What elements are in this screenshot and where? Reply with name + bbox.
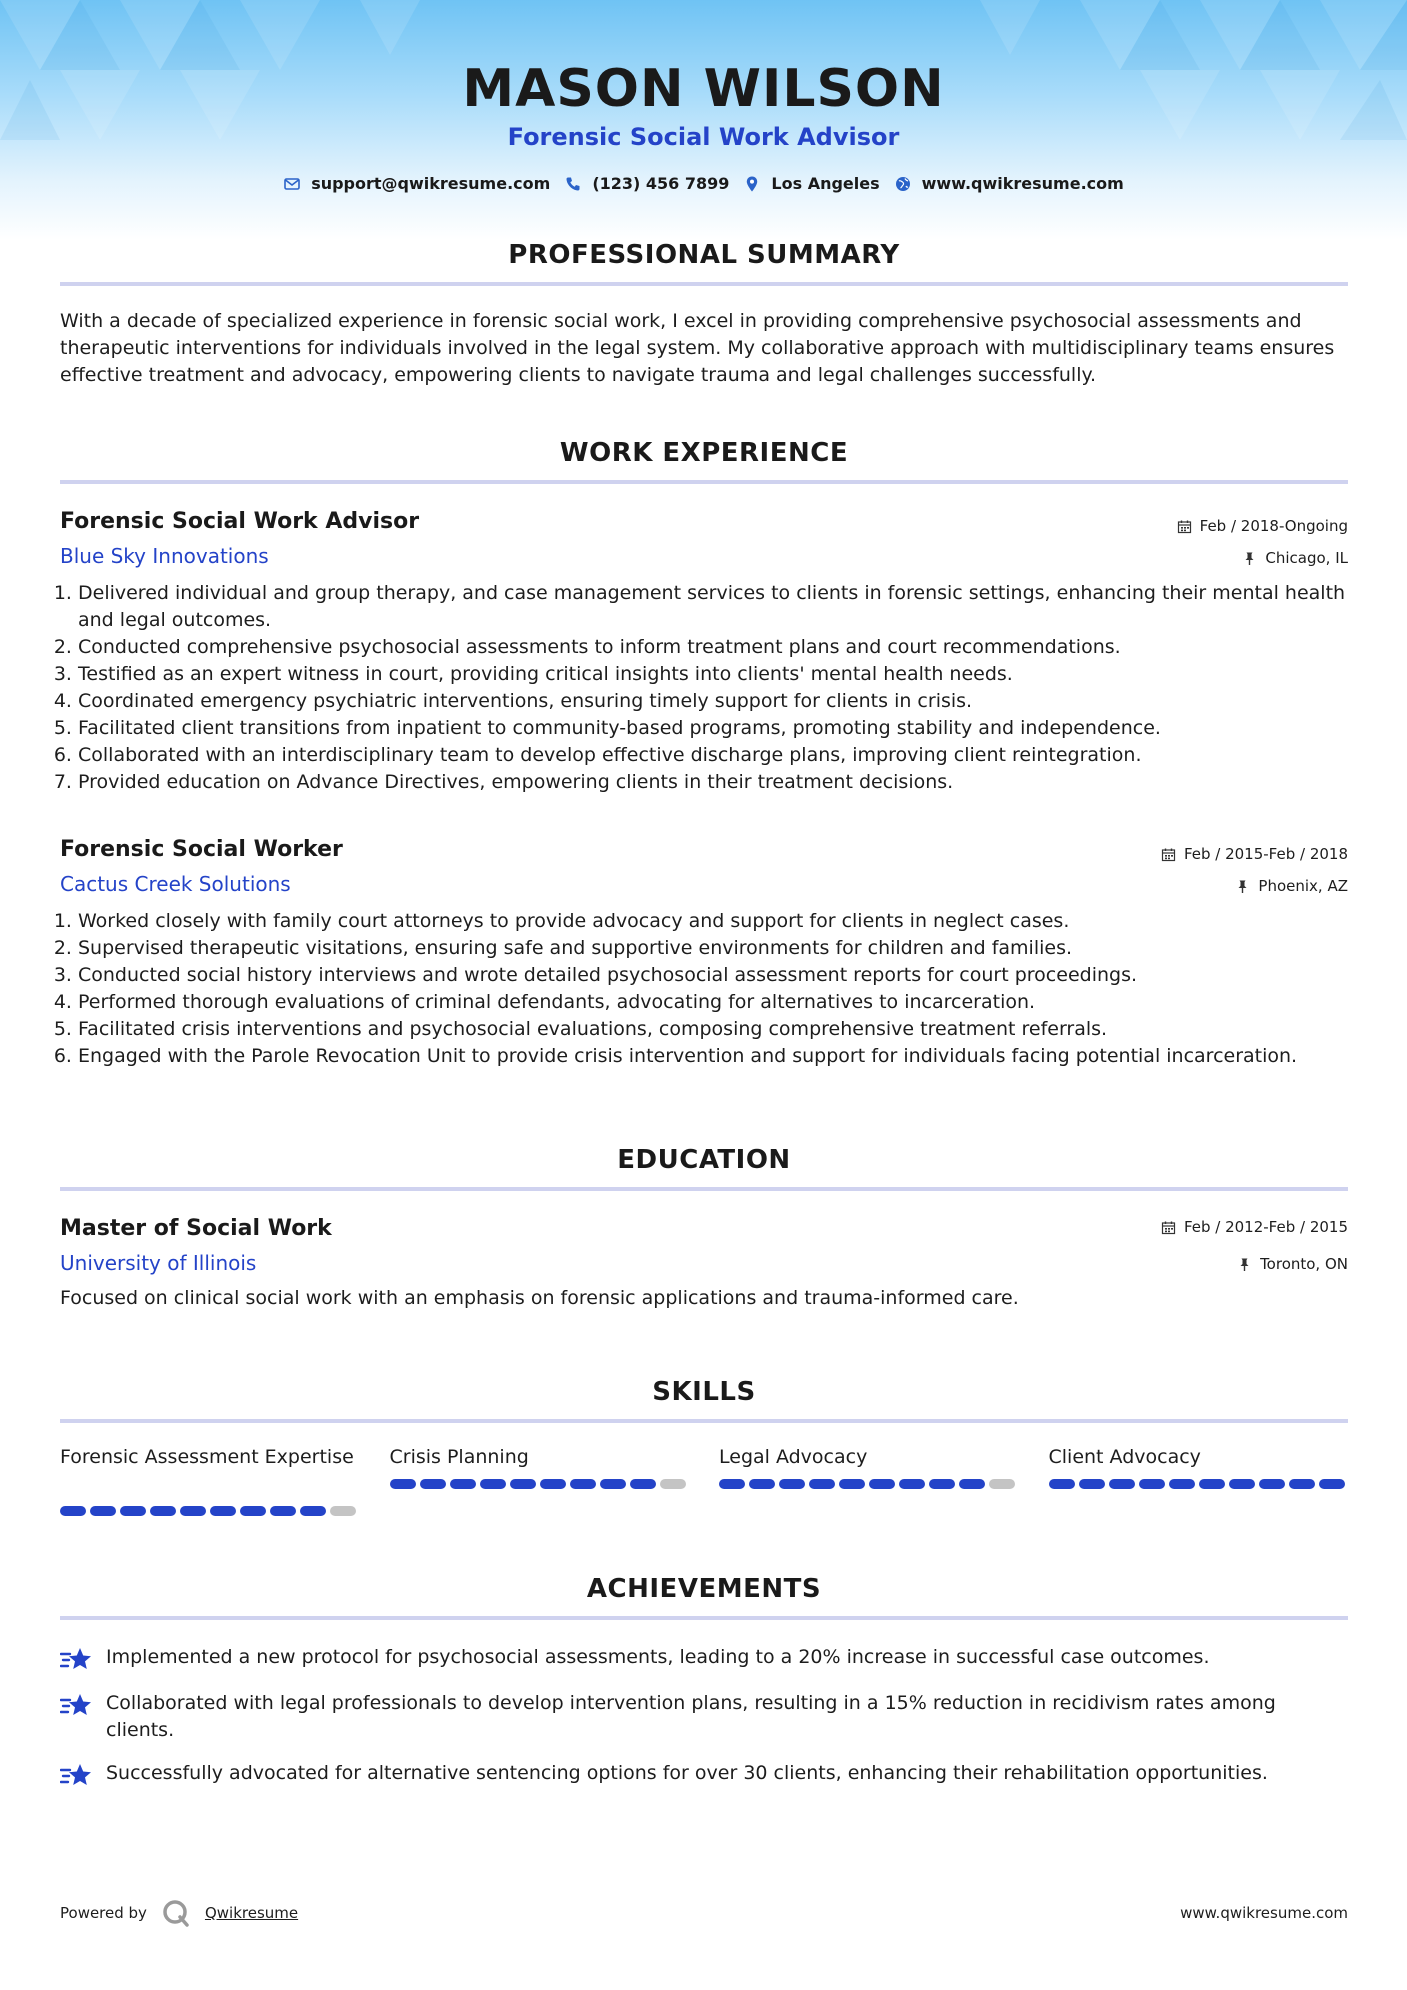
powered-by [60, 1898, 298, 1928]
rating-segment-filled [1289, 1479, 1315, 1489]
rating-segment-filled [60, 1506, 86, 1516]
contact-phone[interactable] [564, 174, 729, 193]
calendar-icon [1161, 847, 1176, 862]
experience-section [60, 436, 1348, 484]
list-item [60, 1760, 1348, 1790]
education-section [60, 1143, 1348, 1191]
candidate-name: MASON WILSON [462, 59, 945, 119]
achievements-list [60, 1644, 1348, 1806]
resume-header [0, 58, 1407, 193]
rating-segment-filled [779, 1479, 805, 1489]
contact-location-text: Los Angeles [771, 174, 880, 193]
summary-section [60, 238, 1348, 389]
rating-segment-filled [600, 1479, 626, 1489]
contact-email-text: support@qwikresume.com [311, 174, 551, 193]
skill-rating-bar [719, 1479, 1019, 1489]
school-name: University of Illinois [60, 1251, 257, 1275]
skill-rating-bar [1049, 1479, 1349, 1489]
list-item: 3. Testified as an expert witness in court, providing critical insights into clients' mental health needs. [78, 661, 1348, 688]
skill-rating-bar [60, 1506, 360, 1516]
rating-segment-filled [480, 1479, 506, 1489]
contact-email[interactable] [283, 174, 550, 193]
skill-item [60, 1444, 360, 1516]
rating-segment-filled [1079, 1479, 1105, 1489]
list-item: 5. Facilitated crisis interventions and psychosocial evaluations, composing comprehensive treatment referrals. [78, 1016, 1348, 1043]
skill-rating-bar [390, 1479, 690, 1489]
education-entry [60, 1215, 1348, 1312]
education-dates: Feb / 2012-Feb / 2015 [1183, 1218, 1348, 1236]
achievements-section [60, 1572, 1348, 1620]
rating-segment-filled [570, 1479, 596, 1489]
skill-name: Crisis Planning [389, 1446, 529, 1468]
list-item: 4. Performed thorough evaluations of criminal defendants, advocating for alternatives to incarceration. [78, 989, 1348, 1016]
shooting-star-icon [60, 1692, 92, 1720]
job-location: Phoenix, AZ [1258, 877, 1348, 895]
pushpin-icon [1237, 1257, 1252, 1272]
job-entry [60, 508, 1348, 796]
rating-segment-filled [120, 1506, 146, 1516]
rating-segment-filled [1229, 1479, 1255, 1489]
rating-segment-filled [270, 1506, 296, 1516]
rating-segment-filled [869, 1479, 895, 1489]
rating-segment-filled [839, 1479, 865, 1489]
list-item: 5. Facilitated client transitions from inpatient to community-based programs, promoting stability and independence. [78, 715, 1348, 742]
rating-segment-filled [1259, 1479, 1285, 1489]
rating-segment-filled [240, 1506, 266, 1516]
rating-segment-filled [420, 1479, 446, 1489]
rating-segment-filled [540, 1479, 566, 1489]
calendar-icon [1161, 1220, 1176, 1235]
page-footer [60, 1898, 1348, 1928]
job-title: Forensic Social Work Advisor [60, 509, 420, 534]
company-name: Blue Sky Innovations [60, 544, 269, 568]
list-item [60, 1690, 1348, 1744]
skill-item [719, 1444, 1019, 1516]
rating-segment-filled [1049, 1479, 1075, 1489]
job-bullets [60, 908, 1348, 1070]
rating-segment-filled [630, 1479, 656, 1489]
summary-title: PROFESSIONAL SUMMARY [508, 240, 900, 270]
section-divider [60, 1616, 1348, 1620]
rating-segment-filled [809, 1479, 835, 1489]
list-item: 4. Coordinated emergency psychiatric interventions, ensuring timely support for clients in crisis. [78, 688, 1348, 715]
skill-name: Legal Advocacy [719, 1446, 868, 1468]
rating-segment-filled [210, 1506, 236, 1516]
rating-segment-filled [749, 1479, 775, 1489]
rating-segment-filled [300, 1506, 326, 1516]
degree-title: Master of Social Work [60, 1216, 332, 1241]
list-item: 1. Worked closely with family court attorneys to provide advocacy and support for clients in neglect cases. [78, 908, 1348, 935]
skill-name: Client Advocacy [1048, 1446, 1201, 1468]
map-pin-icon [743, 175, 761, 193]
shooting-star-icon [60, 1646, 92, 1674]
education-location: Toronto, ON [1260, 1255, 1348, 1273]
job-dates: Feb / 2015-Feb / 2018 [1183, 845, 1348, 863]
section-divider [60, 1187, 1348, 1191]
summary-text: With a decade of specialized experience in forensic social work, I excel in providing comprehensive psychosocial assessments and therapeutic interventions for individuals involved in the legal system. My collaborative approach with multidisciplinary teams ensures effective treatment and advocacy, empowering clients to navigate trauma and legal challenges successfully. [60, 310, 1335, 386]
list-item: 3. Conducted social history interviews and wrote detailed psychosocial assessment reports for court proceedings. [78, 962, 1348, 989]
list-item: 6. Collaborated with an interdisciplinary team to develop effective discharge plans, improving client reintegration. [78, 742, 1348, 769]
skills-section [60, 1375, 1348, 1423]
list-item: 2. Supervised therapeutic visitations, ensuring safe and supportive environments for children and families. [78, 935, 1348, 962]
list-item [60, 1644, 1348, 1674]
calendar-icon [1177, 519, 1192, 534]
contact-website-text: www.qwikresume.com [921, 174, 1124, 193]
skill-item [390, 1444, 690, 1516]
rating-segment-filled [180, 1506, 206, 1516]
list-item: 6. Engaged with the Parole Revocation Unit to provide crisis intervention and support for individuals facing potential incarceration. [78, 1043, 1348, 1070]
rating-segment-filled [510, 1479, 536, 1489]
rating-segment-filled [929, 1479, 955, 1489]
rating-segment-filled [1139, 1479, 1165, 1489]
list-item: 1. Delivered individual and group therapy, and case management services to clients in forensic settings, enhancing their mental health and legal outcomes. [78, 580, 1348, 634]
rating-segment-empty [989, 1479, 1015, 1489]
rating-segment-filled [150, 1506, 176, 1516]
list-item: 2. Conducted comprehensive psychosocial assessments to inform treatment plans and court recommendations. [78, 634, 1348, 661]
rating-segment-filled [450, 1479, 476, 1489]
pushpin-icon [1242, 551, 1257, 566]
skills-grid [60, 1444, 1348, 1516]
contact-website[interactable] [894, 174, 1124, 193]
achievement-text: Implemented a new protocol for psychosocial assessments, leading to a 20% increase in successful case outcomes. [106, 1646, 1210, 1668]
achievements-title: ACHIEVEMENTS [586, 1574, 822, 1604]
qwikresume-logo-icon [161, 1898, 191, 1928]
company-name: Cactus Creek Solutions [60, 872, 291, 896]
job-dates: Feb / 2018-Ongoing [1199, 517, 1348, 535]
rating-segment-filled [1169, 1479, 1195, 1489]
skill-item [1049, 1444, 1349, 1516]
section-divider [60, 480, 1348, 484]
skill-name: Forensic Assessment Expertise [60, 1446, 354, 1468]
education-title: EDUCATION [617, 1145, 791, 1175]
job-title: Forensic Social Worker [60, 837, 343, 862]
section-divider [60, 282, 1348, 286]
contact-bar [0, 174, 1407, 193]
job-location: Chicago, IL [1265, 549, 1348, 567]
education-description: Focused on clinical social work with an emphasis on forensic applications and trauma-informed care. [60, 1287, 1019, 1309]
rating-segment-filled [959, 1479, 985, 1489]
rating-segment-filled [719, 1479, 745, 1489]
rating-segment-empty [660, 1479, 686, 1489]
globe-icon [894, 175, 912, 193]
contact-phone-text: (123) 456 7899 [592, 174, 730, 193]
achievement-text: Successfully advocated for alternative sentencing options for over 30 clients, enhancing their rehabilitation opportunities. [106, 1762, 1268, 1784]
rating-segment-empty [330, 1506, 356, 1516]
powered-by-label: Powered by [60, 1904, 147, 1922]
experience-title: WORK EXPERIENCE [559, 438, 849, 468]
pushpin-icon [1235, 879, 1250, 894]
rating-segment-filled [899, 1479, 925, 1489]
shooting-star-icon [60, 1762, 92, 1790]
achievement-text: Collaborated with legal professionals to develop intervention plans, resulting in a 15% reduction in recidivism rates among clients. [106, 1692, 1276, 1741]
candidate-role: Forensic Social Work Advisor [507, 123, 900, 151]
footer-website[interactable]: www.qwikresume.com [1180, 1904, 1348, 1922]
contact-location [743, 174, 879, 193]
rating-segment-filled [390, 1479, 416, 1489]
brand-link[interactable]: Qwikresume [204, 1904, 299, 1922]
rating-segment-filled [1109, 1479, 1135, 1489]
rating-segment-filled [1319, 1479, 1345, 1489]
rating-segment-filled [1199, 1479, 1225, 1489]
skills-title: SKILLS [652, 1377, 756, 1407]
job-entry [60, 836, 1348, 1070]
phone-icon [564, 175, 582, 193]
rating-segment-filled [90, 1506, 116, 1516]
section-divider [60, 1419, 1348, 1423]
envelope-icon [283, 175, 301, 193]
job-bullets [60, 580, 1348, 796]
list-item: 7. Provided education on Advance Directives, empowering clients in their treatment decisions. [78, 769, 1348, 796]
